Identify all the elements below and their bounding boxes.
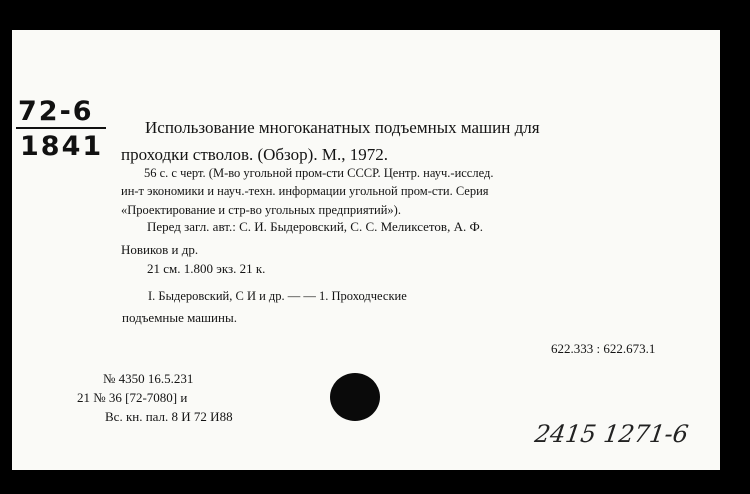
udc-code: 622.333 : 622.673.1	[551, 341, 656, 356]
printing-info: Вс. кн. пал. 8 И 72 И88	[105, 409, 233, 424]
title-line-2: проходки стволов. (Обзор). М., 1972.	[121, 145, 388, 164]
tracing-line-1: I. Быдеровский, С И и др. — — 1. Проходческие	[148, 289, 407, 303]
description-line-1: 56 с. с черт. (М-во угольной пром-сти СССР. Центр. науч.-исслед.	[144, 166, 494, 180]
authors-line-2: Новиков и др.	[121, 242, 199, 257]
call-number-bottom: 1841	[20, 131, 104, 162]
tracing-line-2: подъемные машины.	[122, 310, 237, 325]
authors-line-1: Перед загл. авт.: С. И. Быдеровский, С. С. Меликсетов, А. Ф.	[147, 219, 483, 234]
title-line-1: Использование многоканатных подъемных машин для	[145, 118, 540, 137]
description-line-2: ин-т экономики и науч.-техн. информации угольной пром-сти. Серия	[121, 184, 489, 198]
description-line-3: «Проектирование и стр-во угольных предприятий»).	[121, 203, 401, 217]
entry-number: № 4350 16.5.231	[103, 371, 194, 386]
call-number-divider	[16, 127, 106, 129]
handwritten-signature: 2415 1271-6	[533, 420, 691, 448]
call-number-top: 72-6	[18, 96, 94, 127]
format-line: 21 см. 1.800 экз. 21 к.	[147, 261, 266, 276]
ink-blot	[330, 373, 380, 421]
registration-number: 21 № 36 [72-7080] и	[77, 390, 188, 405]
